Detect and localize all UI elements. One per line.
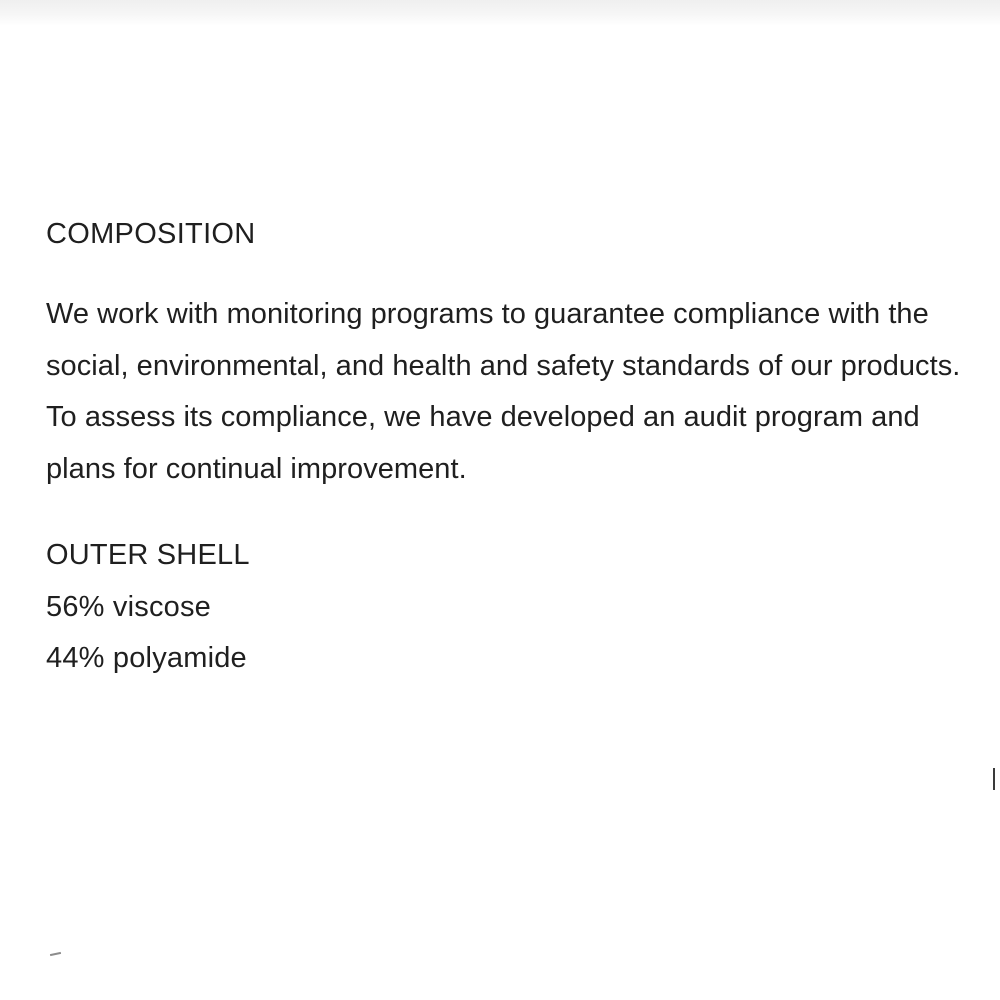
outer-shell-section <box>46 530 976 685</box>
scroll-indicator[interactable] <box>993 768 995 790</box>
material-item-polyamide: 44% polyamide <box>46 642 247 674</box>
composition-description: We work with monitoring programs to guarantee compliance with the social, environmental, and health and safety standards of our products. To assess its compliance, we have developed an audit program and plans for continual improvement. <box>46 298 961 485</box>
composition-panel <box>46 213 976 685</box>
outer-shell-label: OUTER SHELL <box>46 539 250 571</box>
composition-heading: COMPOSITION <box>46 218 256 250</box>
decorative-mark <box>50 952 61 956</box>
top-image-strip <box>0 0 1000 26</box>
material-item-viscose: 56% viscose <box>46 590 211 623</box>
